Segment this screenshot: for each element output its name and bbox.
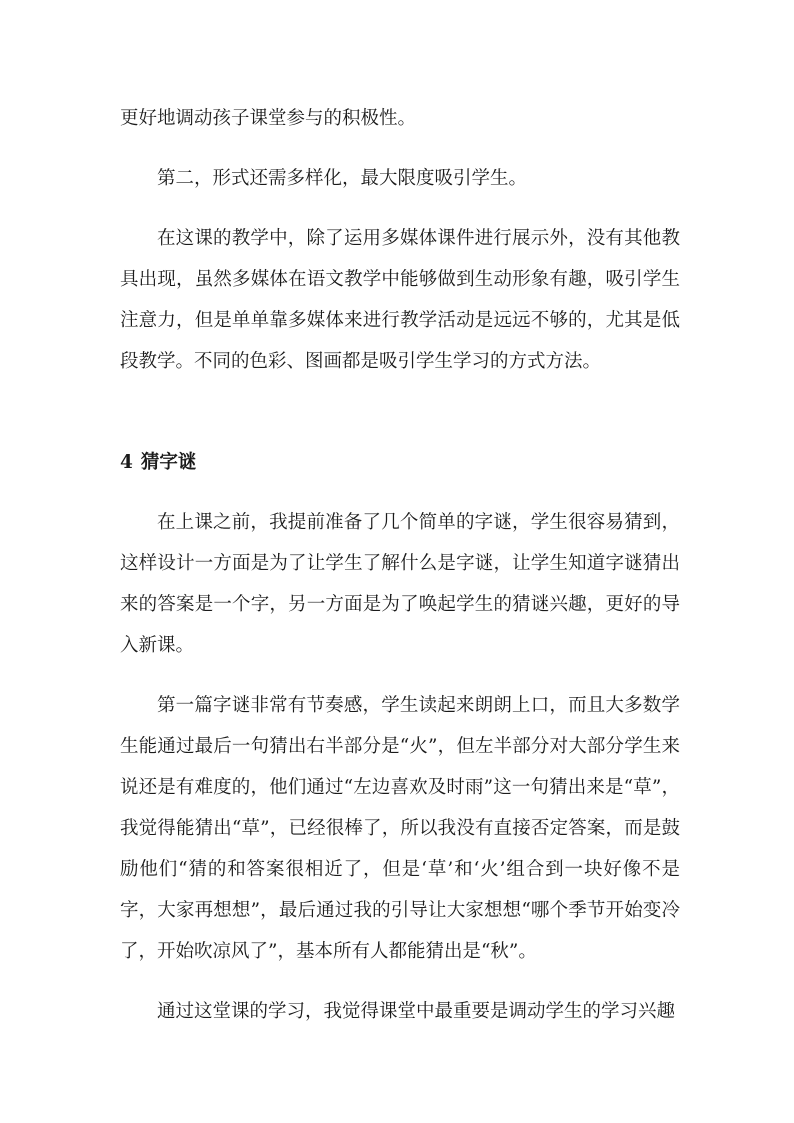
- paragraph-conclusion: 通过这堂课的学习，我觉得课堂中最重要是调动学生的学习兴趣: [157, 1001, 676, 1022]
- paragraph-first-riddle: 第一篇字谜非常有节奏感，学生读起来朗朗上口，而且大多数学生能通过最后一句猜出右半部分是“火”，但左半部分对大部分学生来说还是有难度的，他们通过“左边喜欢及时雨”这一句猜出来是“草”，我觉得能猜出“草”，已经很棒了，所以我没有直接否定答案，而是鼓励他们“猜的和答案很相近了，但是‘草’和‘火’组合到一块好像不是字，大家再想想”，最后通过我的引导让大家想想“哪个季节开始变冷了，开始吹凉风了”，基本所有人都能猜出是“秋”。: [120, 695, 680, 962]
- section-number: 4: [120, 452, 133, 473]
- document-body: [120, 98, 680, 1032]
- paragraph-multimedia: 在这课的教学中，除了运用多媒体课件进行展示外，没有其他教具出现，虽然多媒体在语文教学中能够做到生动形象有趣，吸引学生注意力，但是单单靠多媒体来进行教学活动是远远不够的，尤其是低段教学。不同的色彩、图画都是吸引学生学习的方式方法。: [120, 228, 680, 372]
- paragraph-continued: 更好地调动孩子课堂参与的积极性。: [120, 108, 417, 129]
- section-heading: [120, 442, 680, 483]
- paragraph-preparation: 在上课之前，我提前准备了几个简单的字谜，学生很容易猜到，这样设计一方面是为了让学生了解什么是字谜，让学生知道字谜猜出来的答案是一个字，另一方面是为了唤起学生的猜谜兴趣，更好的导入新课。: [120, 512, 680, 656]
- paragraph-point-two: 第二，形式还需多样化，最大限度吸引学生。: [157, 168, 528, 189]
- section-title: 猜字谜: [140, 452, 197, 473]
